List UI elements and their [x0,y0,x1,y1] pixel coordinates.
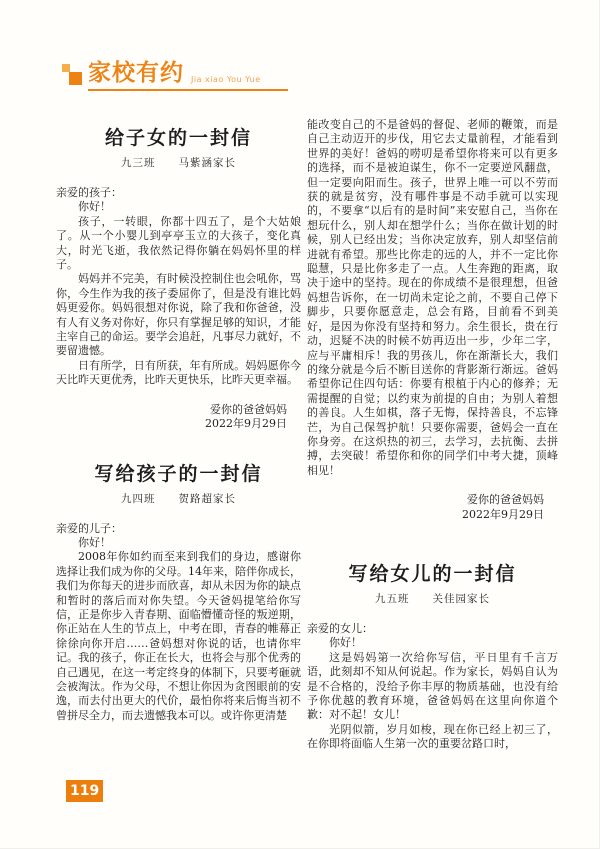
left-column [56,118,301,752]
letter-2-body-right: 能改变自己的不是爸妈的督促、老师的鞭策，而是自己主动迈开的步伐，用它去丈量前程，才能看到世界的美好！爸妈的唠叨是希望你将来可以有更多的选择，而不是被迫谋生，你不一定要逆风翻盘，但一定要向阳而生。孩子，世界上唯一可以不劳而获的就是贫穷，没有哪件事是不动手就可以实现的，不要拿“以后有的是时间”来安慰自己，当你在想玩什么，别人却在想学什么；当你在做计划的时候，别人已经出发；当你决定放弃，别人却坚信前进就有希望。那些比你走的远的人，并不一定比你聪慧，只是比你多走了一点。人生奔跑的距离，取决于途中的坚持。现在的你成绩不是很理想，但爸妈想告诉你，在一切尚未定论之前，不要自己停下脚步，只要你愿意走，总会有路，目前看不到美好，是因为你没有坚持和努力。余生很长，贵在行动，迟疑不决的时候不妨再迈出一步，少年二字，应与平庸相斥！我的男孩儿，你在渐渐长大，我们的缘分就是今后不断目送你的背影渐行渐远。爸妈希望你记住四句话：你要有根植于内心的修养；无需提醒的自觉；以约束为前提的自由；为别人着想的善良。人生如棋，落子无悔，保持善良，不忘锋芒，为自己保驾护航！只要你需要，爸妈会一直在你身旁。在这炽热的初三，去学习，去抗衡、去拼搏，去突破！希望你和你的同学们中考大捷，顶峰相见！ [307,118,558,477]
letter-1-title: 给子女的一封信 [104,127,252,149]
letter-1-signature [56,403,301,432]
content-columns [56,118,557,752]
letter-2-title: 写给孩子的一封信 [94,462,263,485]
logo-text-block [88,60,288,91]
letter-1-signoff: 爱你的爸爸妈妈 [210,402,287,416]
letter-1-paragraph: 妈妈并不完美，有时候没控制住也会吼你，骂你，今生作为我的孩子委屈你了，但是没有谁比妈妈更爱你。妈妈很想对你说，除了我和你爸爸，没有人有义务对你好，你只有掌握足够的知识，才能主宰自己的命运。要学会追赶，凡事尽力就好，不要留遗憾。 [56,272,301,358]
logo-squares-icon [62,63,84,89]
logo-subtitle: Jia xiao You Yue [191,75,261,84]
letter-1-byline: 九三班 马紫涵家长 [121,157,236,169]
letter-2-body-left: 2008年你如约而至来到我们的身边，感谢你选择让我们成为你的父母。14年来，陪伴你成长，我们为你每天的进步而欣喜，却从未因为你的缺点和暂时的落后而对你失望。今天爸妈提笔给你写信，正是你步入青春期、面临懵懂奇怪的叛逆期，你正站在人生的节点上，中考在即，青春的帷幕正徐徐向你开启……爸妈想对你说的话，也请你牢记。我的孩子，你正在长大，也将会与那个优秀的自己遇见，在这一考定终身的体制下，只要考砸就会被淘汰。作为父母，不想让你因为贪图眼前的安逸，而去付出更大的代价，最怕你将来后悔当初不曾拼尽全力，而去遗憾我本可以。或许你更清楚 [56,550,301,722]
letter-1-greeting: 你好！ [78,200,111,214]
letter-3-paragraph: 光阴似箭，岁月如梭，现在你已经上初三了，在你即将面临人生第一次的重要岔路口时， [307,722,558,751]
letter-3-greeting: 你好！ [329,636,362,650]
letter-2-salutation: 亲爱的儿子： [56,521,122,535]
logo-title: 家校有约 [88,60,184,86]
letter-1-date: 2022年9月29日 [205,417,287,431]
letter-2-section-left [56,462,301,724]
letter-3-paragraph: 这是妈妈第一次给你写信，平日里有千言万语，此刻却不知从何说起。作为家长，妈妈自认为是不合格的，没给予你丰厚的物质基础，也没有给予你优越的教育环境，爸爸妈妈在这里向你道个歉：对不起！女儿！ [307,650,558,722]
letter-1-salutation: 亲爱的孩子： [56,186,122,199]
letter-3-byline: 九五班 关佳园家长 [375,592,490,605]
letter-1-paragraph: 孩子，一转眼，你都十四五了，是个大姑娘了。从一个小婴儿到亭亭玉立的大孩子，变化真大，时光飞逝，我依然记得你躺在妈妈怀里的样子。 [56,214,301,272]
right-column [307,118,558,752]
letter-2-section-right [307,118,558,522]
letter-3-salutation: 亲爱的女儿： [307,621,373,635]
page-header [62,60,288,91]
letter-2-signature [307,493,558,522]
letter-1-paragraph: 日有所学，日有所获，年有所成。妈妈愿你今天比昨天更优秀，比昨天更快乐，比昨天更幸福。 [56,358,301,387]
logo-small-square-icon [62,64,70,72]
logo-underline [88,89,288,91]
logo-large-square-icon [69,72,82,85]
letter-3-title: 写给女儿的一封信 [348,562,517,585]
letter-1-section [56,126,301,432]
page-number-badge: 119 [66,780,103,802]
letter-2-date: 2022年9月29日 [462,507,544,521]
letter-2-byline: 九四班 贺路超家长 [121,492,236,505]
letter-2-greeting: 你好！ [78,535,111,549]
letter-2-signoff: 爱你的爸爸妈妈 [467,493,544,507]
letter-3-section [307,562,558,752]
